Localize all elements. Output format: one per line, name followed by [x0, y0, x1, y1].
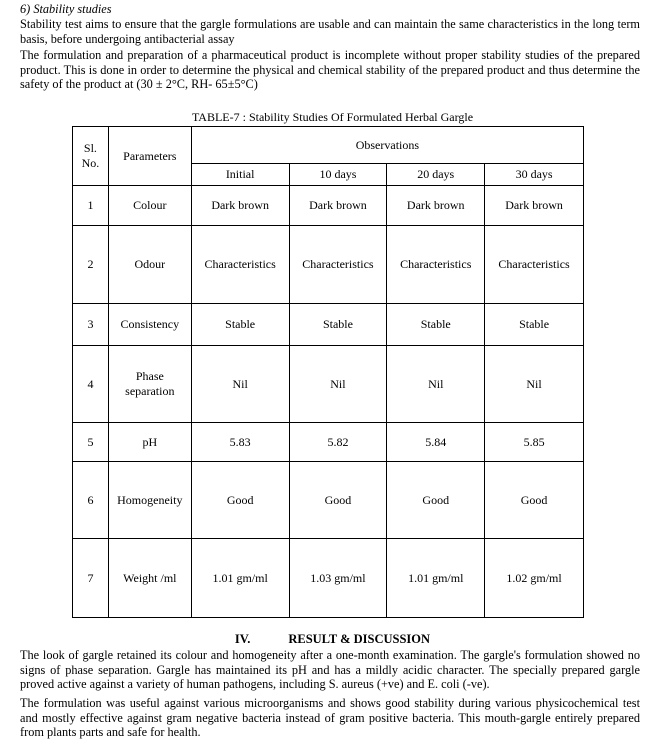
row-value: 5.82	[289, 423, 387, 462]
row-parameter: pH	[108, 423, 191, 462]
row-value: Characteristics	[485, 226, 584, 304]
intro-paragraph: Stability test aims to ensure that the gargle formulations are usable and can maintain the same characteristics in the long term basis, before undergoing antibacterial assay	[20, 17, 640, 46]
row-parameter: Odour	[108, 226, 191, 304]
row-value: Dark brown	[289, 186, 387, 226]
row-value: 5.85	[485, 423, 584, 462]
row-sl: 5	[73, 423, 109, 462]
table-row	[73, 462, 584, 539]
row-sl: 7	[73, 539, 109, 618]
table-row	[73, 304, 584, 346]
header-30-days: 30 days	[485, 164, 584, 186]
row-value: Characteristics	[289, 226, 387, 304]
row-value: Characteristics	[387, 226, 485, 304]
row-value: Dark brown	[485, 186, 584, 226]
row-value: Stable	[387, 304, 485, 346]
row-sl: 6	[73, 462, 109, 539]
header-parameters: Parameters	[108, 127, 191, 186]
table-row	[73, 539, 584, 618]
row-value: Nil	[289, 346, 387, 423]
result-section-number: IV.	[234, 632, 251, 646]
row-sl: 3	[73, 304, 109, 346]
table-caption: TABLE-7 : Stability Studies Of Formulated Herbal Gargle	[191, 110, 474, 124]
row-value: 1.03 gm/ml	[289, 539, 387, 618]
result-heading	[0, 632, 665, 647]
section-heading: 6) Stability studies	[20, 2, 112, 16]
row-value: 5.84	[387, 423, 485, 462]
header-sl-no: Sl. No.	[73, 127, 109, 186]
stability-paragraph: The formulation and preparation of a pharmaceutical product is incomplete without proper stability studies of the prepared product. This is done in order to determine the physical and chemical stability of the prepared product and thus determine the safety of the product at (30 ± 2°C, RH- 65±5°C)	[20, 48, 640, 92]
row-value: Good	[289, 462, 387, 539]
table-row	[73, 423, 584, 462]
header-10-days: 10 days	[289, 164, 387, 186]
stability-table	[72, 126, 584, 618]
row-sl: 4	[73, 346, 109, 423]
table-row	[73, 186, 584, 226]
row-value: 5.83	[191, 423, 289, 462]
row-value: Nil	[191, 346, 289, 423]
row-value: Good	[485, 462, 584, 539]
row-parameter: Homogeneity	[108, 462, 191, 539]
result-section-title: RESULT & DISCUSSION	[288, 632, 431, 646]
row-parameter: Consistency	[108, 304, 191, 346]
row-value: Nil	[387, 346, 485, 423]
row-value: Dark brown	[191, 186, 289, 226]
table-row	[73, 226, 584, 304]
row-value: 1.02 gm/ml	[485, 539, 584, 618]
header-20-days: 20 days	[387, 164, 485, 186]
row-value: Good	[387, 462, 485, 539]
row-value: 1.01 gm/ml	[387, 539, 485, 618]
result-paragraph-2: The formulation was useful against various microorganisms and shows good stability during various physicochemical test and mostly effective against gram negative bacteria instead of gram positive bacteria. This mouth-gargle entirely prepared from plants parts and safe for health.	[20, 696, 640, 740]
row-value: Dark brown	[387, 186, 485, 226]
row-value: Stable	[191, 304, 289, 346]
row-sl: 2	[73, 226, 109, 304]
row-value: Stable	[289, 304, 387, 346]
result-paragraph-1: The look of gargle retained its colour and homogeneity after a one-month examination. The gargle's formulation showed no signs of phase separation. Gargle has maintained its pH and has a mildly acidic character. The specially prepared gargle proved active against a variety of human pathogens, including S. aureus (+ve) and E. coli (-ve).	[20, 648, 640, 692]
row-parameter: Phase separation	[108, 346, 191, 423]
header-observations: Observations	[191, 127, 583, 164]
row-value: Good	[191, 462, 289, 539]
row-value: 1.01 gm/ml	[191, 539, 289, 618]
row-parameter: Weight /ml	[108, 539, 191, 618]
row-parameter: Colour	[108, 186, 191, 226]
header-initial: Initial	[191, 164, 289, 186]
row-sl: 1	[73, 186, 109, 226]
row-value: Nil	[485, 346, 584, 423]
row-value: Characteristics	[191, 226, 289, 304]
row-value: Stable	[485, 304, 584, 346]
table-row	[73, 346, 584, 423]
